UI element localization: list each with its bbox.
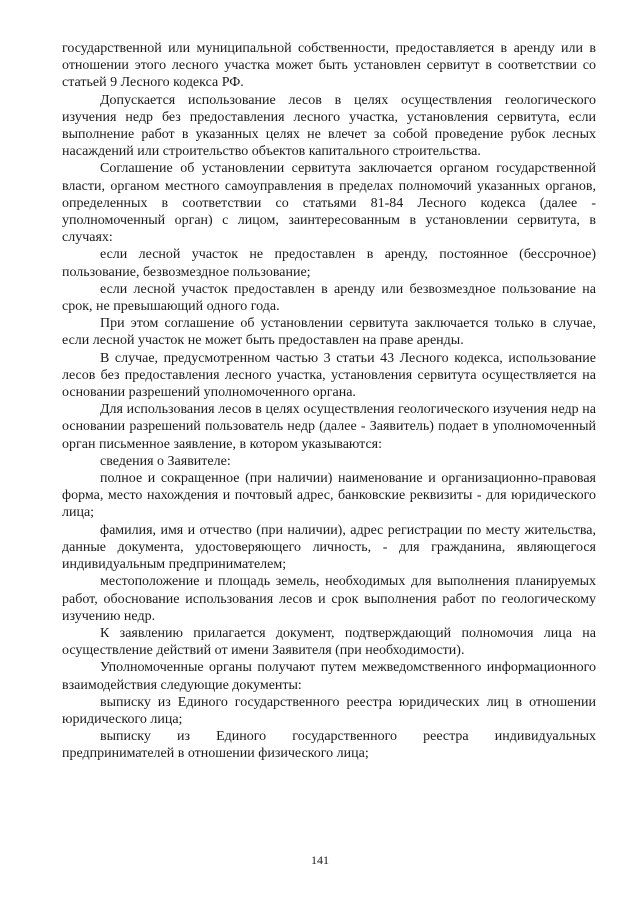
paragraph: В случае, предусмотренном частью 3 статьи 43 Лесного кодекса, использование лесов без предоставления лесного участка, установления сервитута осуществляется на основании разрешений уполномоченного органа. [62,350,596,401]
paragraph: К заявлению прилагается документ, подтверждающий полномочия лица на осуществление действий от имени Заявителя (при необходимости). [62,625,596,659]
list-item: фамилия, имя и отчество (при наличии), адрес регистрации по месту жительства, данные документа, удостоверяющего личность, - для гражданина, являющегося индивидуальным предпринимателем; [62,522,596,573]
paragraph: Для использования лесов в целях осуществления геологического изучения недр на основании разрешений пользователь недр (далее - Заявитель) подает в уполномоченный орган письменное заявление, в котором указываются: [62,402,596,452]
list-item: местоположение и площадь земель, необходимых для выполнения планируемых работ, обоснование использования лесов и срок выполнения работ по геологическому изучению недр. [62,574,596,624]
list-item: сведения о Заявителе: [100,453,231,469]
list-item: если лесной участок предоставлен в аренду или безвозмездное пользование на срок, не превышающий одного года. [62,281,596,315]
list-item: выписку из Единого государственного реестра юридических лиц в отношении юридического лица; [62,694,596,727]
list-item: полное и сокращенное (при наличии) наименование и организационно-правовая форма, место нахождения и почтовый адрес, банковские реквизиты - для юридического лица; [62,471,596,521]
paragraph: При этом соглашение об установлении сервитута заключается только в случае, если лесной участок не может быть предоставлен на праве аренды. [62,316,596,349]
document-body [62,40,596,763]
list-item: если лесной участок не предоставлен в аренду, постоянное (бессрочное) пользование, безвозмездное пользование; [62,247,596,280]
list-item: выписку из Единого государственного реестра индивидуальных предпринимателей в отношении физического лица; [62,729,596,762]
page-number: 141 [311,853,329,867]
paragraph: государственной или муниципальной собственности, предоставляется в аренду или в отношении этого лесного участка может быть установлен сервитут в соответствии со статьей 9 Лесного кодекса РФ. [62,41,596,91]
paragraph: Соглашение об установлении сервитута заключается органом государственной власти, органом местного самоуправления в пределах полномочий указанных органов, определенных в соответствии со статьями 81-84 Лесного кодекса (далее - уполномоченный орган) с лицом, заинтересованным в установлении сервитута, в случаях: [62,161,596,246]
paragraph: Уполномоченные органы получают путем межведомственного информационного взаимодействия следующие документы: [62,660,596,693]
paragraph: Допускается использование лесов в целях осуществления геологического изучения недр без предоставления лесного участка, установления сервитута, если выполнение работ в указанных целях не влечет за собой проведение рубок лесных насаждений или строительство объектов капитального строительства. [62,92,596,160]
